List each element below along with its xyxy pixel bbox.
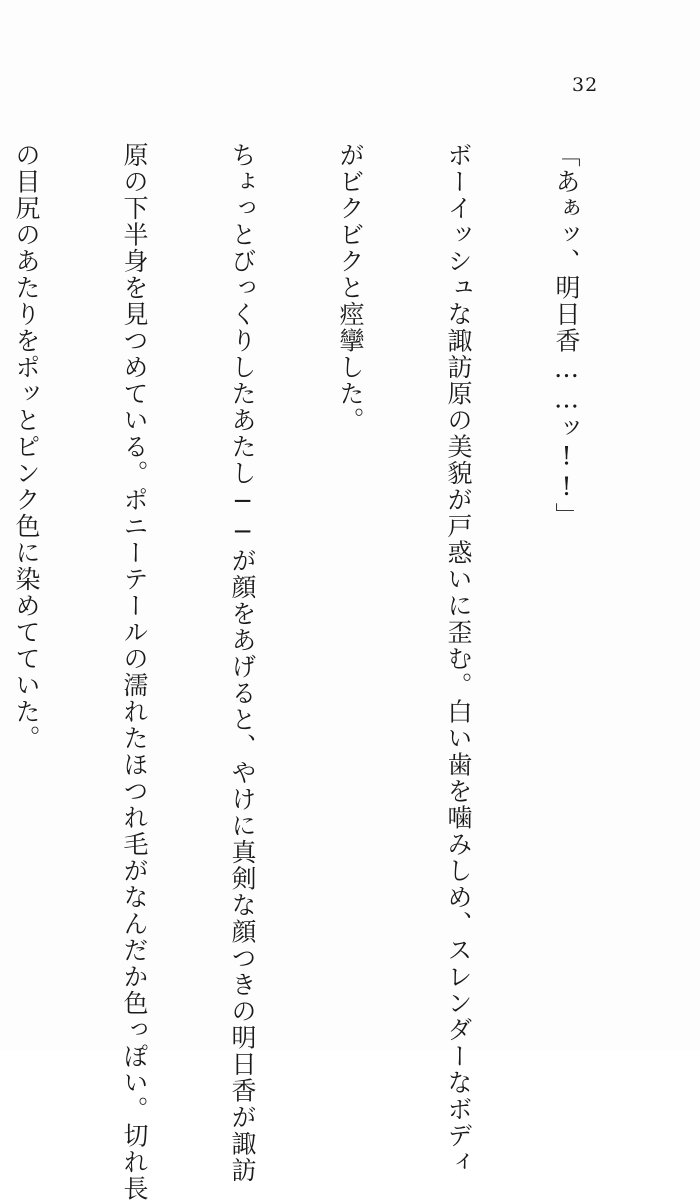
text-line: ボーイッシュな諏訪原の美貌が戸惑いに歪む。白い歯を噛みしめ、スレンダーなボディ [444,142,473,1176]
text-line: の目尻のあたりをポッとピンク色に染めてていた。 [12,142,41,752]
vertical-text-body [12,142,656,1202]
text-line: 原の下半身を見つめている。ポニーテールの濡れたほつれ毛がなんだか色っぽい。切れ長 [120,142,149,1202]
page-number: 32 [572,74,599,96]
text-line: がビクビクと痙攣した。 [336,142,365,434]
text-line: 「あぁッ、明日香……ッ!!」 [552,142,581,529]
text-line: ちょっとびっくりしたあたし──が顔をあげると、やけに真剣な顔つきの明日香が諏訪 [228,142,257,1184]
